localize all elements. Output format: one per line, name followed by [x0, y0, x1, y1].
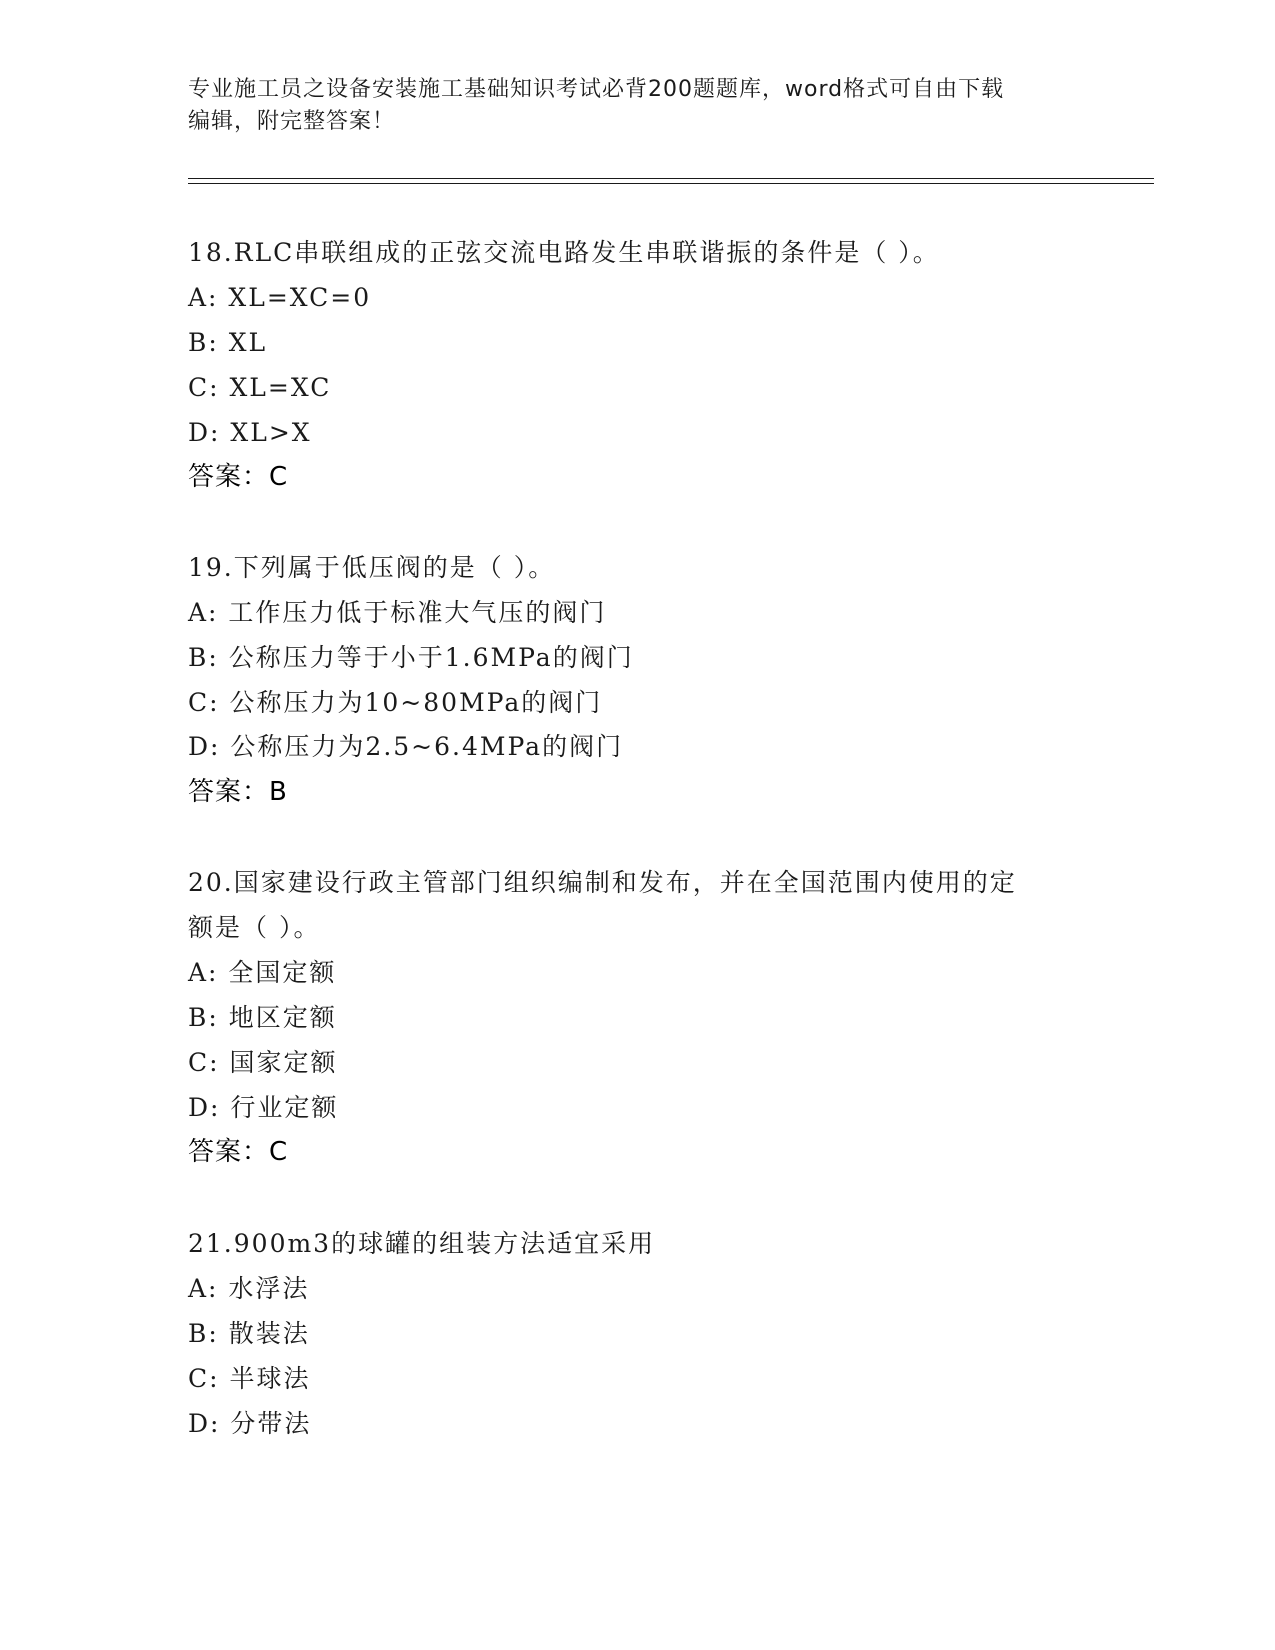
question-18-option-a: A: XL=XC=0 — [188, 283, 372, 312]
question-18-option-c: C: XL=XC — [188, 373, 332, 402]
question-19-stem: 19.下列属于低压阀的是（ ）。 — [188, 553, 556, 582]
question-18-answer: 答案：C — [188, 462, 289, 492]
question-18-option-b: B: XL — [188, 328, 268, 357]
question-20-option-a: A: 全国定额 — [188, 958, 337, 987]
question-19-option-d: D: 公称压力为2.5~6.4MPa的阀门 — [188, 732, 624, 761]
question-20-answer: 答案：C — [188, 1137, 289, 1167]
header-divider-bottom — [188, 183, 1154, 184]
question-20-stem-line-2: 额是（ ）。 — [188, 913, 321, 942]
question-21-stem: 21.900m3的球罐的组装方法适宜采用 — [188, 1229, 656, 1258]
question-18-option-d: D: XL>X — [188, 418, 312, 447]
question-21-option-a: A: 水浮法 — [188, 1274, 310, 1303]
question-20-option-d: D: 行业定额 — [188, 1093, 339, 1122]
header-divider-top — [188, 178, 1154, 179]
question-21-option-b: B: 散装法 — [188, 1319, 310, 1348]
question-21-option-d: D: 分带法 — [188, 1409, 312, 1438]
question-18-stem: 18.RLC串联组成的正弦交流电路发生串联谐振的条件是（ ）。 — [188, 238, 940, 267]
document-header — [188, 74, 1088, 138]
question-20-option-b: B: 地区定额 — [188, 1003, 337, 1032]
header-line-2: 编辑，附完整答案！ — [188, 109, 396, 134]
question-20-option-c: C: 国家定额 — [188, 1048, 338, 1077]
question-19-option-c: C: 公称压力为10~80MPa的阀门 — [188, 688, 603, 717]
question-20-stem-line-1: 20.国家建设行政主管部门组织编制和发布，并在全国范围内使用的定 — [188, 868, 1017, 897]
question-19-answer: 答案：B — [188, 777, 288, 807]
question-21-option-c: C: 半球法 — [188, 1364, 311, 1393]
question-19-option-b: B: 公称压力等于小于1.6MPa的阀门 — [188, 643, 634, 672]
question-19-option-a: A: 工作压力低于标准大气压的阀门 — [188, 598, 607, 627]
header-line-1: 专业施工员之设备安装施工基础知识考试必背200题题库，word格式可自由下载 — [188, 77, 1005, 102]
